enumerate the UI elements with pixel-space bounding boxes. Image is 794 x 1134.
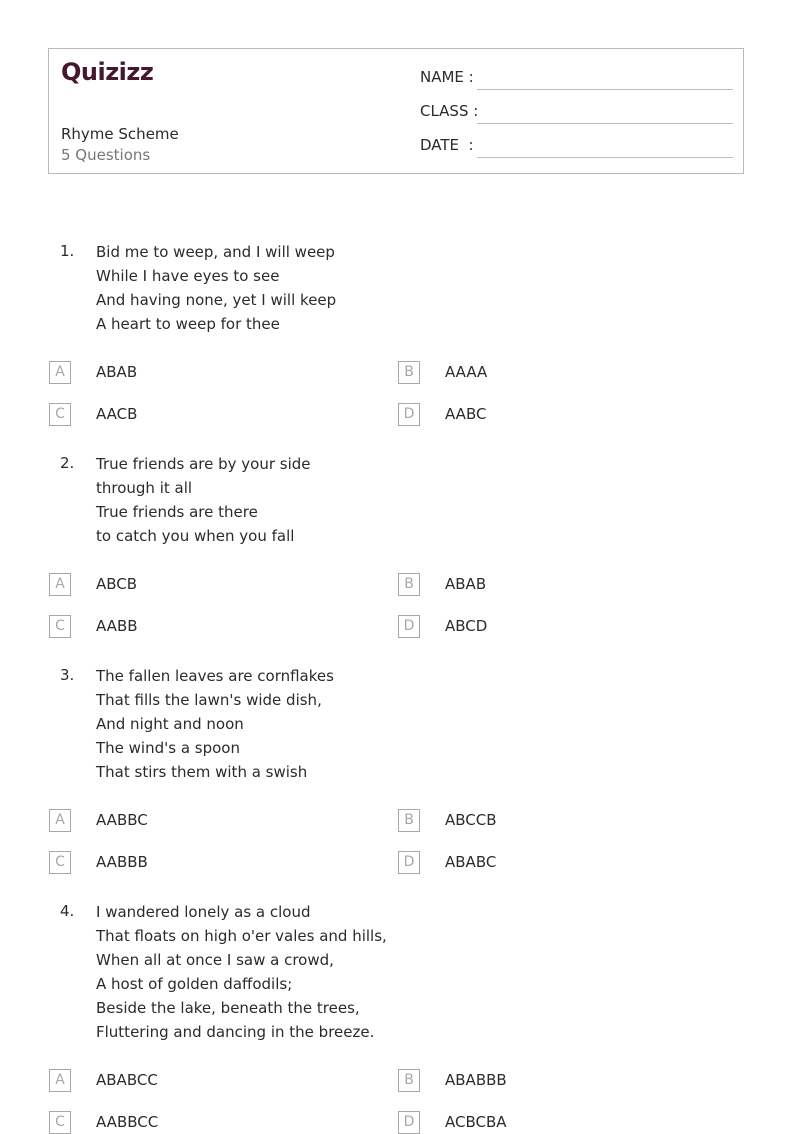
option-d-box[interactable]: D bbox=[398, 403, 420, 426]
question-text bbox=[96, 664, 334, 784]
option-c-box[interactable]: C bbox=[49, 851, 71, 874]
question-line: The wind's a spoon bbox=[96, 739, 240, 757]
option-a-text: ABABCC bbox=[96, 1071, 158, 1089]
question-number: 3. bbox=[60, 666, 75, 684]
option-d-box[interactable]: D bbox=[398, 851, 420, 874]
option-d-text: ABABC bbox=[445, 853, 497, 871]
name-label: NAME : bbox=[420, 68, 474, 86]
option-a-box[interactable]: A bbox=[49, 1069, 71, 1092]
worksheet-header bbox=[48, 48, 744, 174]
question-text bbox=[96, 900, 387, 1044]
option-c-text: AACB bbox=[96, 405, 138, 423]
quizizz-logo: Quizizz bbox=[61, 58, 154, 86]
option-c-box[interactable]: C bbox=[49, 403, 71, 426]
question-line: The fallen leaves are cornflakes bbox=[96, 667, 334, 685]
question-line: through it all bbox=[96, 479, 193, 497]
worksheet-title: Rhyme Scheme bbox=[61, 125, 179, 143]
question-line: I wandered lonely as a cloud bbox=[96, 903, 311, 921]
option-a-box[interactable]: A bbox=[49, 809, 71, 832]
question-line: Fluttering and dancing in the breeze. bbox=[96, 1023, 375, 1041]
option-c-box[interactable]: C bbox=[49, 1111, 71, 1134]
option-b-text: ABABBB bbox=[445, 1071, 507, 1089]
name-field-line bbox=[477, 89, 733, 90]
question-line: A heart to weep for thee bbox=[96, 315, 280, 333]
option-b-box[interactable]: B bbox=[398, 1069, 420, 1092]
question-line: A host of golden daffodils; bbox=[96, 975, 293, 993]
question-line: That stirs them with a swish bbox=[96, 763, 308, 781]
question-count: 5 Questions bbox=[61, 146, 151, 164]
class-field-line bbox=[477, 123, 733, 124]
question-line: And having none, yet I will keep bbox=[96, 291, 337, 309]
option-c-box[interactable]: C bbox=[49, 615, 71, 638]
question-line: True friends are by your side bbox=[96, 455, 311, 473]
question-line: That fills the lawn's wide dish, bbox=[96, 691, 322, 709]
class-label: CLASS : bbox=[420, 102, 479, 120]
option-d-text: ABCD bbox=[445, 617, 488, 635]
option-d-box[interactable]: D bbox=[398, 615, 420, 638]
question-line: to catch you when you fall bbox=[96, 527, 295, 545]
question-line: True friends are there bbox=[96, 503, 258, 521]
option-d-text: AABC bbox=[445, 405, 487, 423]
question-text bbox=[96, 240, 336, 336]
option-c-text: AABB bbox=[96, 617, 138, 635]
option-b-text: ABAB bbox=[445, 575, 487, 593]
option-a-box[interactable]: A bbox=[49, 573, 71, 596]
option-b-box[interactable]: B bbox=[398, 573, 420, 596]
question-text bbox=[96, 452, 311, 548]
question-number: 4. bbox=[60, 902, 75, 920]
question-line: While I have eyes to see bbox=[96, 267, 280, 285]
question-number: 1. bbox=[60, 242, 75, 260]
question-number: 2. bbox=[60, 454, 75, 472]
option-a-text: ABAB bbox=[96, 363, 138, 381]
question-line: Beside the lake, beneath the trees, bbox=[96, 999, 360, 1017]
date-label: DATE : bbox=[420, 136, 474, 154]
option-c-text: AABBB bbox=[96, 853, 148, 871]
option-b-box[interactable]: B bbox=[398, 809, 420, 832]
option-a-box[interactable]: A bbox=[49, 361, 71, 384]
option-b-box[interactable]: B bbox=[398, 361, 420, 384]
option-a-text: ABCB bbox=[96, 575, 138, 593]
date-field-line bbox=[477, 157, 733, 158]
option-d-box[interactable]: D bbox=[398, 1111, 420, 1134]
option-b-text: ABCCB bbox=[445, 811, 497, 829]
option-a-text: AABBC bbox=[96, 811, 148, 829]
option-d-text: ACBCBA bbox=[445, 1113, 507, 1131]
option-c-text: AABBCC bbox=[96, 1113, 159, 1131]
option-b-text: AAAA bbox=[445, 363, 488, 381]
question-line: And night and noon bbox=[96, 715, 244, 733]
question-line: When all at once I saw a crowd, bbox=[96, 951, 334, 969]
question-line: Bid me to weep, and I will weep bbox=[96, 243, 335, 261]
question-line: That floats on high o'er vales and hills, bbox=[96, 927, 387, 945]
